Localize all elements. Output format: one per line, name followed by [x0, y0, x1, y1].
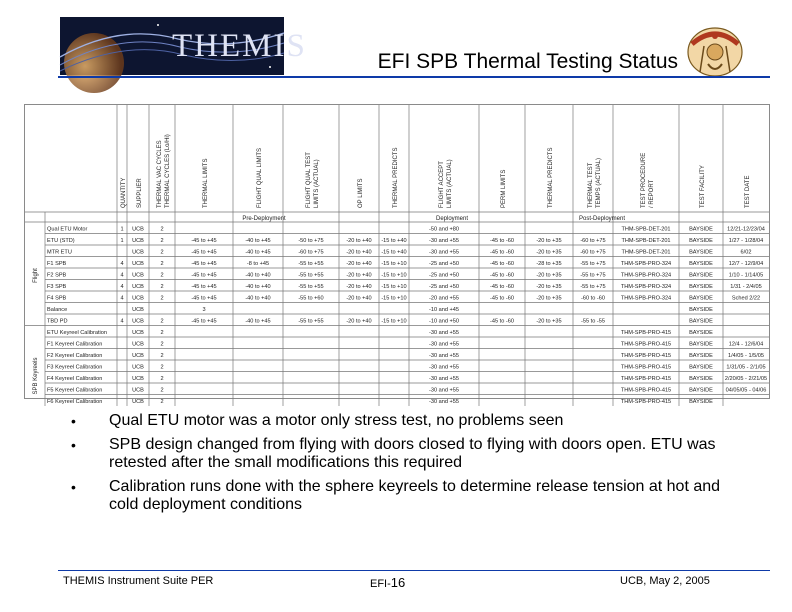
- table-cell: -20 to +40: [346, 261, 372, 267]
- table-cell: BAYSIDE: [689, 318, 713, 325]
- table-cell: THM-SPB-PRO-324: [620, 261, 672, 267]
- table-cell: -20 to +35: [536, 284, 562, 290]
- bullet-item: [60, 478, 750, 514]
- table-cell: -20 to +40: [346, 272, 372, 279]
- table-cell: -30 and +55: [428, 376, 460, 382]
- table-cell: -55 to -55: [581, 318, 605, 325]
- table-cell: -45 to +45: [191, 272, 217, 279]
- table-cell: BAYSIDE: [689, 387, 713, 394]
- bullet-item: [60, 412, 750, 430]
- table-cell: UCB: [132, 226, 144, 233]
- table-cell: 4: [120, 272, 124, 279]
- table-cell: THM-SPB-DET-201: [621, 226, 671, 233]
- table-cell: 1/27 - 1/28/04: [728, 238, 764, 244]
- table-cell: -25 and +50: [428, 272, 460, 279]
- column-header: TEST DATE: [745, 175, 751, 208]
- table-cell: -20 to +35: [536, 249, 562, 256]
- column-header: THERMAL PREDICTS: [393, 147, 399, 208]
- table-cell: BAYSIDE: [689, 364, 713, 371]
- table-cell: -45 to -60: [490, 318, 514, 325]
- table-cell: UCB: [132, 330, 144, 336]
- table-cell: BAYSIDE: [689, 249, 713, 256]
- row-label: ETU (STD): [47, 238, 75, 244]
- table-cell: -15 to +10: [381, 295, 407, 302]
- themis-mascot-icon: [684, 22, 746, 78]
- table-cell: -28 to +35: [536, 261, 562, 267]
- table-cell: -55 to +55: [298, 261, 324, 267]
- table-cell: 1/4/05 - 1/5/05: [727, 353, 765, 359]
- table-cell: UCB: [132, 295, 144, 302]
- table-cell: -20 to +35: [536, 238, 562, 244]
- table-cell: -45 to -60: [490, 249, 514, 256]
- column-header: TEST PROCEDURE: [641, 152, 647, 208]
- table-cell: 12/21-12/23/04: [727, 226, 765, 233]
- table-cell: -45 to +45: [191, 284, 217, 290]
- phase-label: Post-Deployment: [578, 216, 626, 222]
- footer-page: [370, 575, 405, 590]
- table-cell: 2: [160, 318, 164, 325]
- row-label: F6 Keyreel Calibration: [47, 399, 103, 405]
- table-cell: 12/7 - 12/9/04: [728, 261, 764, 267]
- table-cell: -45 to -60: [490, 284, 514, 290]
- table-cell: -55 to +75: [580, 272, 606, 279]
- table-cell: UCB: [132, 261, 144, 267]
- table-cell: -55 to +75: [580, 284, 606, 290]
- table-cell: -40 to +45: [245, 238, 271, 244]
- row-label: F1 Keyreel Calibration: [47, 341, 103, 348]
- table-cell: -40 to +40: [245, 272, 271, 279]
- table-cell: -20 to +40: [346, 284, 372, 290]
- table-cell: -45 to -60: [490, 272, 514, 279]
- table-cell: 2: [160, 284, 164, 290]
- table-cell: UCB: [132, 364, 144, 371]
- table-cell: UCB: [132, 399, 144, 405]
- bullet-item: [60, 436, 750, 472]
- table-cell: -60 to +75: [580, 249, 606, 256]
- row-label: F3 Keyreel Calibration: [47, 364, 103, 371]
- column-header: TEMPS (ACTUAL): [596, 157, 602, 208]
- column-header: FLIGHT QUAL LIMITS: [257, 147, 263, 208]
- table-cell: -45 to -60: [490, 238, 514, 244]
- table-cell: -20 to +35: [536, 295, 562, 302]
- table-cell: UCB: [132, 341, 144, 348]
- table-cell: -20 to +40: [346, 295, 372, 302]
- table-cell: -45 to -60: [490, 261, 514, 267]
- table-cell: 2: [160, 364, 164, 371]
- table-cell: 1/31/05 - 2/1/05: [726, 364, 766, 371]
- table-cell: BAYSIDE: [689, 307, 713, 313]
- table-cell: 4: [120, 318, 124, 325]
- table-cell: 4: [120, 295, 124, 302]
- table-cell: BAYSIDE: [689, 226, 713, 233]
- table-cell: UCB: [132, 238, 144, 244]
- themis-logo: [60, 17, 307, 75]
- table-cell: -30 and +55: [428, 341, 460, 348]
- table-cell: 2: [160, 387, 164, 394]
- header-rule: [58, 76, 770, 78]
- table-cell: -30 and +55: [428, 399, 460, 405]
- table-cell: 2: [160, 261, 164, 267]
- table-cell: -8 to +45: [246, 261, 270, 267]
- table-cell: 2: [160, 238, 164, 244]
- bullet-text: Calibration runs done with the sphere keyreels to determine release tension at hot and cold deployment conditions: [109, 478, 721, 513]
- table-cell: THM-SPB-DET-201: [621, 249, 671, 256]
- group-label: SPB Keyreels: [33, 357, 39, 395]
- table-cell: 2: [160, 226, 164, 233]
- table-cell: BAYSIDE: [689, 238, 713, 244]
- bullet-marker: •: [71, 437, 76, 453]
- table-cell: BAYSIDE: [689, 330, 713, 336]
- table-cell: BAYSIDE: [689, 399, 713, 405]
- table-cell: UCB: [132, 353, 144, 359]
- bullet-list: [60, 412, 750, 520]
- bullet-text: SPB design changed from flying with doors closed to flying with doors open. ETU was retested after the small modifications this required: [109, 436, 716, 471]
- table-cell: BAYSIDE: [689, 341, 713, 348]
- footer-left: THEMIS Instrument Suite PER: [63, 575, 214, 587]
- table-cell: -45 to +45: [191, 249, 217, 256]
- row-label: F5 Keyreel Calibration: [47, 387, 103, 394]
- table-cell: 2: [160, 295, 164, 302]
- row-label: ETU Keyreel Calibration: [47, 330, 108, 336]
- table-cell: 6/02: [740, 249, 752, 256]
- column-header: FLIGHT ACCEPT: [439, 161, 445, 208]
- table-cell: UCB: [132, 272, 144, 279]
- phase-label: Deployment: [435, 216, 469, 222]
- table-cell: BAYSIDE: [689, 284, 713, 290]
- table-cell: 1/31 - 2/4/05: [730, 284, 762, 290]
- row-label: MTR ETU: [47, 249, 72, 256]
- table-cell: THM-SPB-PRO-415: [620, 376, 672, 382]
- table-cell: -50 and +80: [428, 226, 460, 233]
- table-cell: 04/05/05 - 04/06: [725, 387, 767, 394]
- table-cell: -15 to +40: [381, 238, 407, 244]
- table-cell: 2: [160, 272, 164, 279]
- thermal-testing-table: [24, 104, 770, 405]
- table-cell: -20 to +35: [536, 272, 562, 279]
- table-cell: BAYSIDE: [689, 376, 713, 382]
- table-cell: -60 to +75: [580, 238, 606, 244]
- table-cell: 2: [160, 330, 164, 336]
- logo-text: THEMIS: [172, 28, 307, 64]
- table-cell: -45 to +45: [191, 295, 217, 302]
- row-label: F1 SPB: [47, 261, 67, 267]
- table-cell: 2: [160, 399, 164, 405]
- slide-title: EFI SPB Thermal Testing Status: [377, 50, 678, 73]
- row-label: TBD PD: [47, 318, 68, 325]
- column-header: THERMAL CYCLES (Lo/Hi): [165, 134, 171, 208]
- table-cell: -25 and +50: [428, 261, 460, 267]
- table-cell: -20 to +40: [346, 249, 372, 256]
- table-cell: 2: [160, 249, 164, 256]
- table-cell: -40 to +40: [245, 284, 271, 290]
- table-cell: -20 to +40: [346, 238, 372, 244]
- row-label: F2 SPB: [47, 272, 67, 279]
- row-label: F4 Keyreel Calibration: [47, 376, 103, 382]
- column-header: THERMAL VAC CYCLES: [157, 140, 163, 208]
- footer-page-number: 16: [390, 575, 406, 590]
- column-header: THERMAL TEST: [588, 162, 594, 208]
- bullet-text: Qual ETU motor was a motor only stress test, no problems seen: [109, 412, 564, 429]
- table-cell: 4: [120, 284, 124, 290]
- table-cell: -10 and +50: [428, 318, 460, 325]
- table-cell: -30 and +55: [428, 387, 460, 394]
- table-cell: 2: [160, 353, 164, 359]
- table-cell: -15 to +10: [381, 272, 407, 279]
- table-cell: -30 and +55: [428, 364, 460, 371]
- table-cell: UCB: [132, 307, 144, 313]
- row-label: F3 SPB: [47, 284, 67, 290]
- row-label: Qual ETU Motor: [47, 226, 88, 233]
- table-cell: 3: [202, 307, 206, 313]
- bullet-marker: •: [71, 413, 76, 429]
- table-cell: 4: [120, 261, 124, 267]
- table-cell: THM-SPB-PRO-415: [620, 399, 672, 405]
- table-cell: UCB: [132, 318, 144, 325]
- group-label: Flight: [33, 268, 39, 283]
- table-cell: 1: [120, 238, 124, 244]
- table-cell: -30 and +55: [428, 238, 460, 244]
- table-cell: -15 to +10: [381, 284, 407, 290]
- table-cell: Sched 2/22: [731, 295, 761, 302]
- table-cell: 1/10 - 1/14/05: [728, 272, 764, 279]
- column-header: SUPPLIER: [137, 178, 143, 208]
- table-cell: THM-SPB-PRO-415: [620, 353, 672, 359]
- table-cell: UCB: [132, 387, 144, 394]
- table-cell: -45 to +45: [191, 238, 217, 244]
- table-cell: BAYSIDE: [689, 272, 713, 279]
- table-cell: BAYSIDE: [689, 261, 713, 267]
- table-cell: -20 to +35: [536, 318, 562, 325]
- table-cell: -55 to +55: [298, 272, 324, 279]
- table-cell: -50 to +75: [298, 238, 324, 244]
- table-cell: 12/4 - 12/6/04: [728, 341, 764, 348]
- table-cell: THM-SPB-PRO-324: [620, 272, 672, 279]
- table-cell: -45 to -60: [490, 295, 514, 302]
- table-cell: THM-SPB-PRO-415: [620, 330, 672, 336]
- table-cell: THM-SPB-PRO-415: [620, 387, 672, 394]
- table-cell: -45 to +45: [191, 318, 217, 325]
- table-cell: 1: [120, 226, 124, 233]
- table-cell: -55 to +75: [580, 261, 606, 267]
- table-cell: -20 and +55: [428, 295, 460, 302]
- table-cell: -25 and +50: [428, 284, 460, 290]
- table-cell: BAYSIDE: [689, 295, 713, 302]
- table-cell: -60 to +75: [298, 249, 324, 256]
- row-label: Balance: [47, 307, 68, 313]
- table-cell: -55 to +55: [298, 284, 324, 290]
- table-cell: -30 and +55: [428, 330, 460, 336]
- column-header: TEST FACILITY: [700, 165, 706, 208]
- column-header: OP LIMITS: [358, 178, 364, 208]
- column-header: / REPORT: [649, 179, 655, 208]
- table-cell: -15 to +10: [381, 261, 407, 267]
- table-cell: -10 and +45: [428, 307, 460, 313]
- table-cell: THM-SPB-PRO-324: [620, 284, 672, 290]
- table-cell: -55 to +60: [298, 295, 324, 302]
- table-cell: THM-SPB-PRO-324: [620, 295, 672, 302]
- table-cell: -30 and +55: [428, 249, 460, 256]
- column-header: QUANTITY: [121, 177, 127, 208]
- column-header: LIMITS (ACTUAL): [314, 159, 320, 208]
- column-header: FLIGHT QUAL TEST: [306, 152, 312, 208]
- table-cell: 2: [160, 376, 164, 382]
- table-cell: UCB: [132, 249, 144, 256]
- phase-label: Pre-Deployment: [242, 216, 286, 222]
- table-cell: BAYSIDE: [689, 353, 713, 359]
- column-header: THERMAL PREDICTS: [548, 147, 554, 208]
- table-cell: -20 to +40: [346, 318, 372, 325]
- table-cell: THM-SPB-PRO-415: [620, 341, 672, 348]
- table-cell: THM-SPB-PRO-415: [620, 364, 672, 371]
- footer-rule: [58, 570, 770, 571]
- bullet-marker: •: [71, 479, 76, 495]
- table-cell: -40 to +40: [245, 295, 271, 302]
- column-header: PERM LIMITS: [501, 169, 507, 208]
- table-cell: 2/20/05 - 2/21/05: [724, 376, 768, 382]
- table-cell: -40 to +45: [245, 318, 271, 325]
- column-header: THERMAL LIMITS: [203, 158, 209, 208]
- row-label: F2 Keyreel Calibration: [47, 353, 103, 359]
- table-cell: -55 to +55: [298, 318, 324, 325]
- table-cell: -40 to +45: [245, 249, 271, 256]
- table-cell: -30 and +55: [428, 353, 460, 359]
- table-cell: -60 to -60: [581, 295, 605, 302]
- table-cell: UCB: [132, 376, 144, 382]
- column-header: LIMITS (ACTUAL): [447, 159, 453, 208]
- table-cell: UCB: [132, 284, 144, 290]
- table-cell: -15 to +40: [381, 249, 407, 256]
- table-cell: -45 to +45: [191, 261, 217, 267]
- footer-page-prefix: EFI-: [370, 578, 391, 590]
- footer-right: UCB, May 2, 2005: [620, 575, 710, 587]
- table-cell: 2: [160, 341, 164, 348]
- table-cell: -15 to +10: [381, 318, 407, 325]
- table-cell: THM-SPB-DET-201: [621, 238, 671, 244]
- row-label: F4 SPB: [47, 295, 67, 302]
